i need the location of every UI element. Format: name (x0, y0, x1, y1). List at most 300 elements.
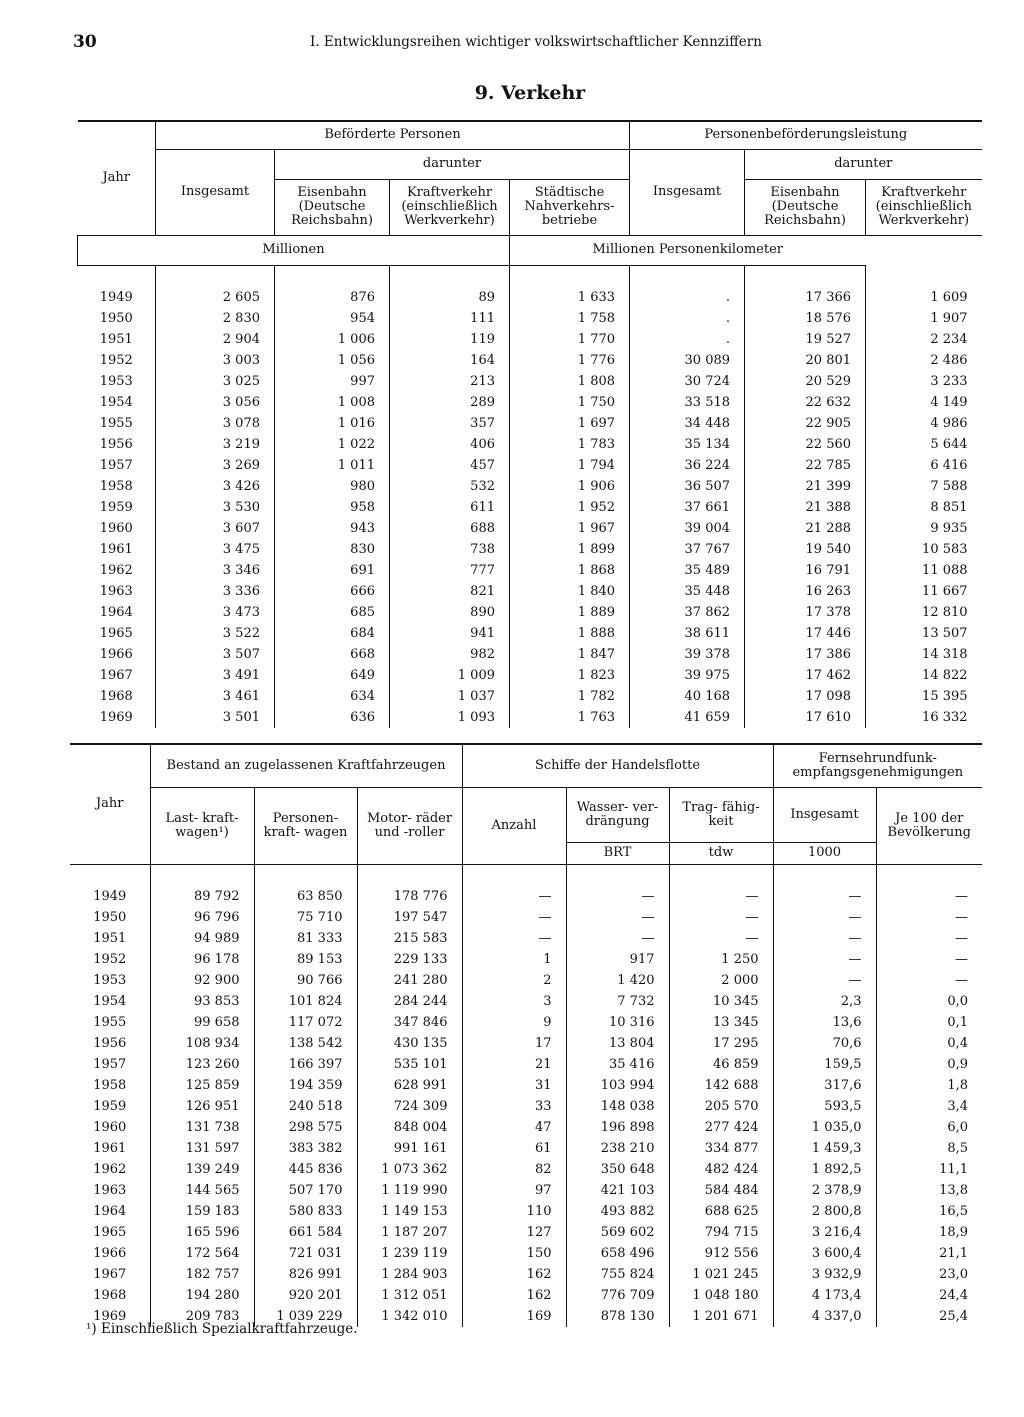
year-cell: 1951 (99, 331, 133, 347)
table-cell: 628 991 (357, 1075, 462, 1096)
table-row (78, 686, 982, 707)
spacer-cell (78, 265, 156, 287)
col-header-total-persons: Insgesamt (156, 149, 275, 235)
table-cell: — (876, 886, 982, 907)
table-row (70, 1201, 982, 1222)
table-cell: 205 570 (669, 1096, 773, 1117)
table-cell: 1 823 (510, 665, 630, 686)
table-cell: 1 770 (510, 329, 630, 350)
table-row (70, 886, 982, 907)
table-cell: 277 424 (669, 1117, 773, 1138)
table-cell: 30 089 (630, 350, 745, 371)
table-cell: 21,1 (876, 1243, 982, 1264)
col-header-tv-total: Insgesamt (773, 787, 876, 842)
table-row (70, 949, 982, 970)
table-cell: 197 547 (357, 907, 462, 928)
table-cell: 3 346 (156, 560, 275, 581)
table-cell: 21 (462, 1054, 566, 1075)
table-cell: 39 975 (630, 665, 745, 686)
table-cell: 75 710 (254, 907, 357, 928)
page-title: 9. Verkehr (474, 82, 586, 104)
spacer-cell (275, 265, 390, 287)
table-cell: — (566, 928, 669, 949)
table-cell: 2 904 (156, 329, 275, 350)
year-cell: 1960 (93, 1119, 127, 1135)
table-cell: 4 173,4 (773, 1285, 876, 1306)
table-cell: 1 037 (390, 686, 510, 707)
table-cell: 22 632 (745, 392, 866, 413)
table-cell: 2 800,8 (773, 1201, 876, 1222)
table-cell: 991 161 (357, 1138, 462, 1159)
table-cell: 3 607 (156, 518, 275, 539)
table-row (78, 329, 982, 350)
year-cell: 1959 (93, 1098, 127, 1114)
table-row (70, 991, 982, 1012)
table-cell: 658 496 (566, 1243, 669, 1264)
table-cell: 178 776 (357, 886, 462, 907)
table-cell: 1 119 990 (357, 1180, 462, 1201)
table-cell: 298 575 (254, 1117, 357, 1138)
table-cell: — (669, 886, 773, 907)
table-cell: 668 (275, 644, 390, 665)
table-cell: 63 850 (254, 886, 357, 907)
table-cell: 110 (462, 1201, 566, 1222)
table-cell: . (630, 308, 745, 329)
table-cell: 878 130 (566, 1306, 669, 1327)
table-cell: 99 658 (150, 1012, 254, 1033)
table-cell: 22 785 (745, 455, 866, 476)
table-cell: 848 004 (357, 1117, 462, 1138)
table-cell: 445 836 (254, 1159, 357, 1180)
table-cell: 13 345 (669, 1012, 773, 1033)
table-cell: 2 830 (156, 308, 275, 329)
unit-header-million-pkm: Millionen Personenkilometer (510, 235, 866, 265)
table-cell: — (876, 970, 982, 991)
table-cell: 238 210 (566, 1138, 669, 1159)
year-cell: 1951 (93, 930, 127, 946)
table-row (78, 434, 982, 455)
table-cell: 3 461 (156, 686, 275, 707)
table-cell: 7 732 (566, 991, 669, 1012)
table-cell: 215 583 (357, 928, 462, 949)
table-cell: 4 986 (866, 413, 982, 434)
spacer-cell (876, 864, 982, 886)
table-cell: 317,6 (773, 1075, 876, 1096)
table-cell: 284 244 (357, 991, 462, 1012)
table-cell: 35 448 (630, 581, 745, 602)
table-cell: 8 851 (866, 497, 982, 518)
spacer-cell (254, 864, 357, 886)
table-cell: 150 (462, 1243, 566, 1264)
table-cell: 16 263 (745, 581, 866, 602)
year-cell: 1962 (93, 1161, 127, 1177)
subgroup-header-darunter-pkm: darunter (745, 149, 982, 179)
col-header-total-pkm: Insgesamt (630, 149, 745, 235)
table-cell: 36 507 (630, 476, 745, 497)
table-cell: 18,9 (876, 1222, 982, 1243)
spacer-cell (510, 265, 630, 287)
table-row (70, 928, 982, 949)
table-cell: 3 501 (156, 707, 275, 728)
table-cell: 92 900 (150, 970, 254, 991)
table-cell: 111 (390, 308, 510, 329)
col-header-railway-pkm: Eisenbahn (Deutsche Reichsbahn) (745, 179, 866, 235)
table-cell: 507 170 (254, 1180, 357, 1201)
table-cell: 3 003 (156, 350, 275, 371)
table-cell: 0,0 (876, 991, 982, 1012)
table-cell: 229 133 (357, 949, 462, 970)
year-cell: 1968 (99, 688, 133, 704)
table-row (70, 1012, 982, 1033)
table-cell: 164 (390, 350, 510, 371)
table-cell: 61 (462, 1138, 566, 1159)
table-cell: 569 602 (566, 1222, 669, 1243)
table-cell: 580 833 (254, 1201, 357, 1222)
table-cell: 213 (390, 371, 510, 392)
table-cell: 1 783 (510, 434, 630, 455)
table-row (70, 1096, 982, 1117)
table-cell: 11 088 (866, 560, 982, 581)
table-cell: 1 899 (510, 539, 630, 560)
table-cell: — (462, 886, 566, 907)
table-row (70, 1054, 982, 1075)
table-cell: 1 763 (510, 707, 630, 728)
table-row (70, 1264, 982, 1285)
table-cell: 1 967 (510, 518, 630, 539)
table-cell: 2 486 (866, 350, 982, 371)
table-cell: 96 178 (150, 949, 254, 970)
table-cell: 13 507 (866, 623, 982, 644)
year-cell: 1956 (93, 1035, 127, 1051)
table-cell: 101 824 (254, 991, 357, 1012)
table-cell: 127 (462, 1222, 566, 1243)
spacer-cell (70, 864, 150, 886)
table-cell: 3 233 (866, 371, 982, 392)
table-cell: 1 201 671 (669, 1306, 773, 1327)
year-cell: 1967 (93, 1266, 127, 1282)
table-row (78, 518, 982, 539)
table-cell: 430 135 (357, 1033, 462, 1054)
table-cell: 1 312 051 (357, 1285, 462, 1306)
table-cell: 1 776 (510, 350, 630, 371)
table-cell: 3 426 (156, 476, 275, 497)
table-cell: 37 661 (630, 497, 745, 518)
table-cell: 96 796 (150, 907, 254, 928)
table-cell: 142 688 (669, 1075, 773, 1096)
table-cell: 2 000 (669, 970, 773, 991)
table-cell: 4 337,0 (773, 1306, 876, 1327)
spacer-cell (630, 265, 745, 287)
table-cell: 1 868 (510, 560, 630, 581)
table-row (70, 1243, 982, 1264)
table-cell: 954 (275, 308, 390, 329)
table-row (78, 560, 982, 581)
table-cell: 1 847 (510, 644, 630, 665)
table-cell: 196 898 (566, 1117, 669, 1138)
table-cell: 1 187 207 (357, 1222, 462, 1243)
spacer-cell (566, 864, 669, 886)
table-cell: — (669, 928, 773, 949)
col-header-motor-transport: Kraftverkehr (einschließlich Werkverkehr) (390, 179, 510, 235)
year-cell: 1967 (99, 667, 133, 683)
table-cell: — (462, 907, 566, 928)
table-row (78, 497, 982, 518)
table-cell: 108 934 (150, 1033, 254, 1054)
table-cell: 35 416 (566, 1054, 669, 1075)
table-cell: 1,8 (876, 1075, 982, 1096)
table-cell: — (773, 970, 876, 991)
table-cell: 138 542 (254, 1033, 357, 1054)
table-cell: 82 (462, 1159, 566, 1180)
unit-header-tdw: tdw (669, 842, 773, 864)
table-cell: — (876, 949, 982, 970)
table-cell: 11,1 (876, 1159, 982, 1180)
table-cell: 19 540 (745, 539, 866, 560)
col-header-trucks: Last- kraft- wagen¹) (150, 787, 254, 864)
table-row (70, 1222, 982, 1243)
year-cell: 1968 (93, 1287, 127, 1303)
year-cell: 1955 (99, 415, 133, 431)
table-cell: 169 (462, 1306, 566, 1327)
table-cell: 3 600,4 (773, 1243, 876, 1264)
table-cell: 532 (390, 476, 510, 497)
table-row (78, 665, 982, 686)
table-cell: 17 295 (669, 1033, 773, 1054)
passenger-transport-table (77, 120, 982, 728)
year-cell: 1966 (99, 646, 133, 662)
spacer-cell (357, 864, 462, 886)
table-cell: 14 318 (866, 644, 982, 665)
table-cell: 23,0 (876, 1264, 982, 1285)
table-cell: 0,1 (876, 1012, 982, 1033)
table-cell: 33 (462, 1096, 566, 1117)
table-cell: 406 (390, 434, 510, 455)
table-cell: 584 484 (669, 1180, 773, 1201)
table-cell: 1 889 (510, 602, 630, 623)
group-header-passengers: Beförderte Personen (156, 121, 630, 149)
table-cell: 17 366 (745, 287, 866, 308)
table-cell: 1 758 (510, 308, 630, 329)
table-cell: 1 840 (510, 581, 630, 602)
table-cell: 37 862 (630, 602, 745, 623)
table-cell: 1 039 229 (254, 1306, 357, 1327)
table-row (70, 970, 982, 991)
table-cell: 1 808 (510, 371, 630, 392)
page-header (73, 32, 953, 52)
spacer-row (78, 265, 982, 287)
table-row (70, 1285, 982, 1306)
table-row (78, 602, 982, 623)
year-cell: 1950 (99, 310, 133, 326)
table-cell: 2 378,9 (773, 1180, 876, 1201)
table-cell: 35 489 (630, 560, 745, 581)
table-cell: 125 859 (150, 1075, 254, 1096)
spacer-cell (669, 864, 773, 886)
table-cell: 7 588 (866, 476, 982, 497)
table-cell: 3 475 (156, 539, 275, 560)
table-cell: — (773, 907, 876, 928)
year-cell: 1955 (93, 1014, 127, 1030)
table-cell: 38 611 (630, 623, 745, 644)
col-header-year-2: Jahr (70, 744, 150, 864)
table-cell: 40 168 (630, 686, 745, 707)
table-cell: 3 219 (156, 434, 275, 455)
year-cell: 1958 (99, 478, 133, 494)
table-cell: 980 (275, 476, 390, 497)
table-cell: 81 333 (254, 928, 357, 949)
table-cell: 21 388 (745, 497, 866, 518)
table-cell: 1 011 (275, 455, 390, 476)
table-cell: 89 792 (150, 886, 254, 907)
group-header-tv-licences: Fernsehrundfunk- empfangsgenehmigungen (773, 744, 982, 787)
table-cell: 3 530 (156, 497, 275, 518)
table-cell: 876 (275, 287, 390, 308)
year-cell: 1953 (99, 373, 133, 389)
table-cell: . (630, 287, 745, 308)
table-cell: 912 556 (669, 1243, 773, 1264)
table-cell: 33 518 (630, 392, 745, 413)
table-cell: 920 201 (254, 1285, 357, 1306)
table-cell: 18 576 (745, 308, 866, 329)
unit-header-brt: BRT (566, 842, 669, 864)
year-cell: 1961 (99, 541, 133, 557)
table-cell: 240 518 (254, 1096, 357, 1117)
table-cell: 103 994 (566, 1075, 669, 1096)
year-cell: 1961 (93, 1140, 127, 1156)
unit-header-thousand: 1000 (773, 842, 876, 864)
table-cell: — (876, 928, 982, 949)
table-cell: 0,4 (876, 1033, 982, 1054)
table-cell: 0,9 (876, 1054, 982, 1075)
table-cell: 982 (390, 644, 510, 665)
group-header-passenger-km: Personenbeförderungsleistung (630, 121, 982, 149)
table-cell: 20 529 (745, 371, 866, 392)
spacer-cell (773, 864, 876, 886)
year-cell: 1949 (93, 888, 127, 904)
table-cell: 457 (390, 455, 510, 476)
table-row (70, 1117, 982, 1138)
col-header-per-100: Je 100 der Bevölkerung (876, 787, 982, 864)
spacer-cell (745, 265, 866, 287)
table-cell: 334 877 (669, 1138, 773, 1159)
page-number: 30 (73, 32, 97, 52)
table-cell: 17 378 (745, 602, 866, 623)
spacer-cell (462, 864, 566, 886)
table-cell: 1 609 (866, 287, 982, 308)
table-cell: 20 801 (745, 350, 866, 371)
year-cell: 1957 (93, 1056, 127, 1072)
table-cell: 123 260 (150, 1054, 254, 1075)
table-cell: 241 280 (357, 970, 462, 991)
table-cell: 6 416 (866, 455, 982, 476)
table-row (78, 350, 982, 371)
table-row (78, 623, 982, 644)
table-cell: 1 073 362 (357, 1159, 462, 1180)
table-row (70, 907, 982, 928)
table-cell: 14 822 (866, 665, 982, 686)
col-header-motor-transport-pkm: Kraftverkehr (einschließlich Werkverkehr) (866, 179, 982, 235)
table-cell: 493 882 (566, 1201, 669, 1222)
table-cell: 144 565 (150, 1180, 254, 1201)
table-cell: 611 (390, 497, 510, 518)
table-cell: 131 738 (150, 1117, 254, 1138)
table-cell: 3 (462, 991, 566, 1012)
year-cell: 1969 (93, 1308, 127, 1324)
year-cell: 1964 (99, 604, 133, 620)
table-cell: 830 (275, 539, 390, 560)
table-cell: 17 098 (745, 686, 866, 707)
year-cell: 1964 (93, 1203, 127, 1219)
table-row (70, 1138, 982, 1159)
table-cell: — (566, 907, 669, 928)
table-cell: 166 397 (254, 1054, 357, 1075)
table-cell: 47 (462, 1117, 566, 1138)
table-cell: 688 (390, 518, 510, 539)
col-header-cars: Personen- kraft- wagen (254, 787, 357, 864)
table-cell: — (773, 928, 876, 949)
table-cell: 1 420 (566, 970, 669, 991)
table-cell: 685 (275, 602, 390, 623)
table-cell: 794 715 (669, 1222, 773, 1243)
table-cell: 1 (462, 949, 566, 970)
table-cell: 10 316 (566, 1012, 669, 1033)
table-cell: 16,5 (876, 1201, 982, 1222)
table-cell: 36 224 (630, 455, 745, 476)
table-cell: 194 359 (254, 1075, 357, 1096)
table-cell: 11 667 (866, 581, 982, 602)
table-cell: 17 610 (745, 707, 866, 728)
table-cell: 10 345 (669, 991, 773, 1012)
table-cell: 593,5 (773, 1096, 876, 1117)
table-cell: 162 (462, 1264, 566, 1285)
table-cell: 1 006 (275, 329, 390, 350)
table-cell: 159,5 (773, 1054, 876, 1075)
table-cell: 70,6 (773, 1033, 876, 1054)
table-cell: 89 (390, 287, 510, 308)
table-cell: 17 (462, 1033, 566, 1054)
table-cell: 1 794 (510, 455, 630, 476)
table-cell: 1 952 (510, 497, 630, 518)
subgroup-header-darunter: darunter (275, 149, 630, 179)
table-cell: 1 056 (275, 350, 390, 371)
table-cell: 691 (275, 560, 390, 581)
table-cell: 688 625 (669, 1201, 773, 1222)
year-cell: 1965 (93, 1224, 127, 1240)
table-cell: 9 935 (866, 518, 982, 539)
table-cell: — (876, 907, 982, 928)
table-cell: 1 021 245 (669, 1264, 773, 1285)
table-cell: 148 038 (566, 1096, 669, 1117)
table-cell: 1 459,3 (773, 1138, 876, 1159)
year-cell: 1957 (99, 457, 133, 473)
table-cell: — (462, 928, 566, 949)
spacer-cell (866, 265, 982, 287)
table-cell: 1 250 (669, 949, 773, 970)
table-cell: 3 269 (156, 455, 275, 476)
table-cell: 661 584 (254, 1222, 357, 1243)
table-cell: 684 (275, 623, 390, 644)
table-row (78, 392, 982, 413)
table-cell: 2 (462, 970, 566, 991)
table-cell: 347 846 (357, 1012, 462, 1033)
table-cell: 46 859 (669, 1054, 773, 1075)
table-cell: 724 309 (357, 1096, 462, 1117)
group-header-merchant-fleet: Schiffe der Handelsflotte (462, 744, 773, 787)
table-cell: 821 (390, 581, 510, 602)
table-cell: 1 048 180 (669, 1285, 773, 1306)
table-cell: 22 560 (745, 434, 866, 455)
year-cell: 1959 (99, 499, 133, 515)
